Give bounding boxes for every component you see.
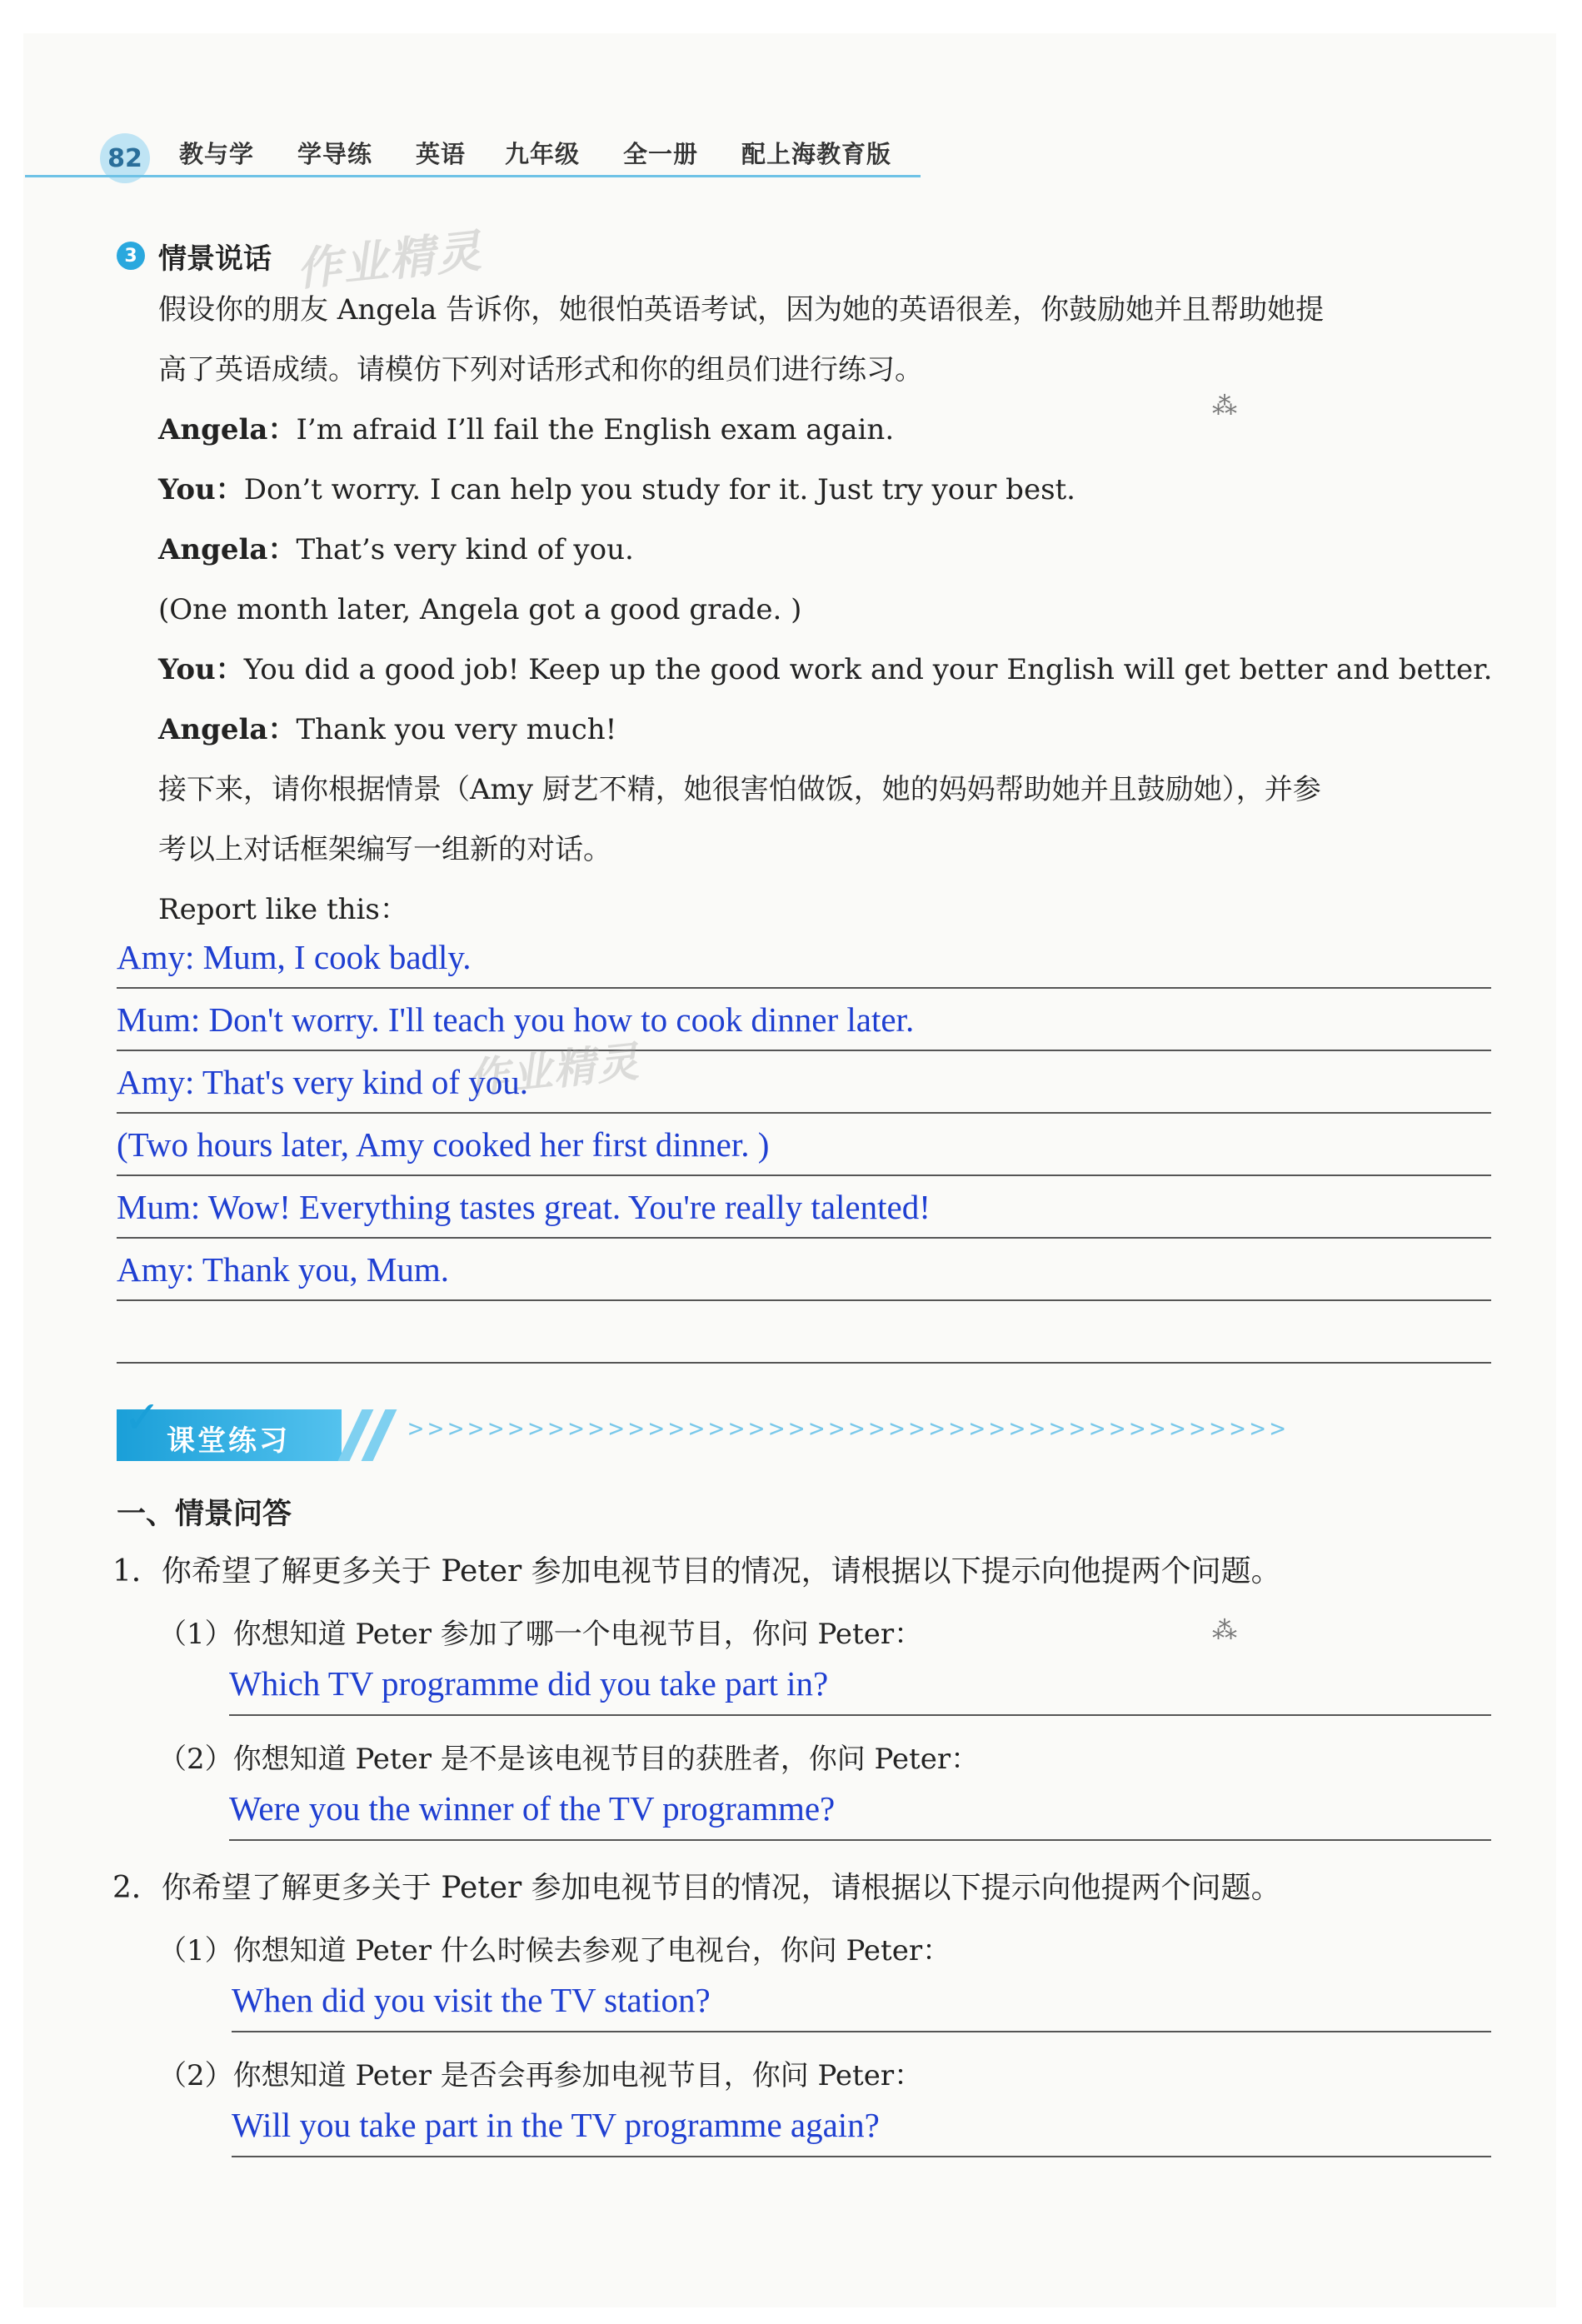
- answer-line: Will you take part in the TV programme again?: [232, 2106, 880, 2144]
- sub-question: （2）你想知道 Peter 是不是该电视节目的获胜者，你问 Peter：: [158, 1743, 980, 1776]
- answer-line: Amy: Mum, I cook badly.: [117, 938, 472, 976]
- answer-line: Which TV programme did you take part in?: [229, 1664, 829, 1703]
- dialogue-line: [158, 711, 616, 748]
- answer-rule: [117, 1362, 1491, 1364]
- banner-arrows: >>>>>>>>>>>>>>>>>>>>>>>>>>>>>>>>>>>>>>>>>>>>: [408, 1414, 1290, 1444]
- answer-rule: [229, 1839, 1491, 1841]
- dialogue-text: I’m afraid I’ll fail the English exam again.: [296, 413, 895, 446]
- header-item: 配上海教育版: [741, 140, 892, 168]
- answer-rule: [117, 987, 1491, 989]
- practice-banner-label: 课堂练习: [167, 1424, 290, 1458]
- dialogue-text: Don’t worry. I can help you study for it. Just try your best.: [243, 473, 1075, 506]
- check-icon: ✓: [123, 1391, 162, 1444]
- answer-rule: [117, 1299, 1491, 1301]
- dialogue-line: [158, 651, 1492, 688]
- answer-line: Mum: Don't worry. I'll teach you how to cook dinner later.: [117, 1000, 915, 1039]
- speaker-label: You：: [158, 473, 244, 506]
- intro-line: 假设你的朋友 Angela 告诉你，她很怕英语考试，因为她的英语很差，你鼓励她并且帮助她提: [158, 293, 1325, 327]
- question-prompt: 2．你希望了解更多关于 Peter 参加电视节目的情况，请根据以下提示向他提两个问题。: [112, 1871, 1281, 1905]
- answer-rule: [117, 1112, 1491, 1114]
- answer-line: Amy: That's very kind of you.: [117, 1063, 529, 1101]
- task-line: 接下来，请你根据情景（Amy 厨艺不精，她很害怕做饭，她的妈妈帮助她并且鼓励她），并参: [158, 773, 1321, 806]
- dialogue-text: That’s very kind of you.: [296, 533, 634, 566]
- sub-question: （1）你想知道 Peter 参加了哪一个电视节目，你问 Peter：: [158, 1618, 923, 1651]
- dialogue-text: You did a good job! Keep up the good work and your English will get better and better.: [243, 653, 1493, 686]
- part-title: 一、情景问答: [117, 1498, 292, 1531]
- task-line: 考以上对话框架编写一组新的对话。: [158, 833, 611, 866]
- header-item: 教与学: [179, 140, 255, 168]
- answer-line: Mum: Wow! Everything tastes great. You're really talented!: [117, 1188, 931, 1226]
- answer-rule: [232, 2031, 1491, 2032]
- answer-line: Were you the winner of the TV programme?: [229, 1789, 836, 1828]
- answer-line: Amy: Thank you, Mum.: [117, 1250, 449, 1289]
- dialogue-line: [158, 411, 894, 448]
- scan-speck: ⁂: [1212, 391, 1237, 421]
- section-number-badge: 3: [117, 242, 145, 270]
- report-label: Report like this：: [158, 893, 408, 926]
- answer-rule: [117, 1050, 1491, 1051]
- header-rule: [25, 175, 921, 177]
- dialogue-line: [158, 591, 801, 628]
- dialogue-line: [158, 471, 1075, 508]
- answer-rule: [232, 2156, 1491, 2157]
- answer-rule: [117, 1174, 1491, 1176]
- dialogue-text: (One month later, Angela got a good grade. ): [158, 593, 802, 626]
- answer-line: (Two hours later, Amy cooked her first dinner. ): [117, 1125, 770, 1164]
- dialogue-line: [158, 531, 634, 568]
- speaker-label: Angela：: [158, 413, 297, 446]
- watermark-logo: 作业精灵: [293, 224, 486, 297]
- speaker-label: Angela：: [158, 533, 297, 566]
- header-item: 九年级: [505, 140, 581, 168]
- speaker-label: Angela：: [158, 713, 297, 746]
- sub-question: （2）你想知道 Peter 是否会再参加电视节目，你问 Peter：: [158, 2059, 923, 2092]
- page-number: 82: [100, 133, 150, 183]
- header-item: 全一册: [623, 140, 699, 168]
- question-prompt: 1．你希望了解更多关于 Peter 参加电视节目的情况，请根据以下提示向他提两个问题。: [112, 1554, 1281, 1588]
- answer-rule: [229, 1714, 1491, 1716]
- watermark-logo: 作业精灵: [464, 1037, 642, 1104]
- intro-line: 高了英语成绩。请模仿下列对话形式和你的组员们进行练习。: [158, 353, 923, 387]
- section-title: 情景说话: [158, 242, 272, 276]
- answer-rule: [117, 1237, 1491, 1239]
- header-item: 学导练: [297, 140, 373, 168]
- scan-speck: ⁂: [1212, 1616, 1237, 1645]
- answer-line: When did you visit the TV station?: [232, 1981, 711, 2019]
- header-item: 英语: [416, 140, 467, 168]
- speaker-label: You：: [158, 653, 244, 686]
- dialogue-text: Thank you very much!: [296, 713, 617, 746]
- sub-question: （1）你想知道 Peter 什么时候去参观了电视台，你问 Peter：: [158, 1934, 951, 1967]
